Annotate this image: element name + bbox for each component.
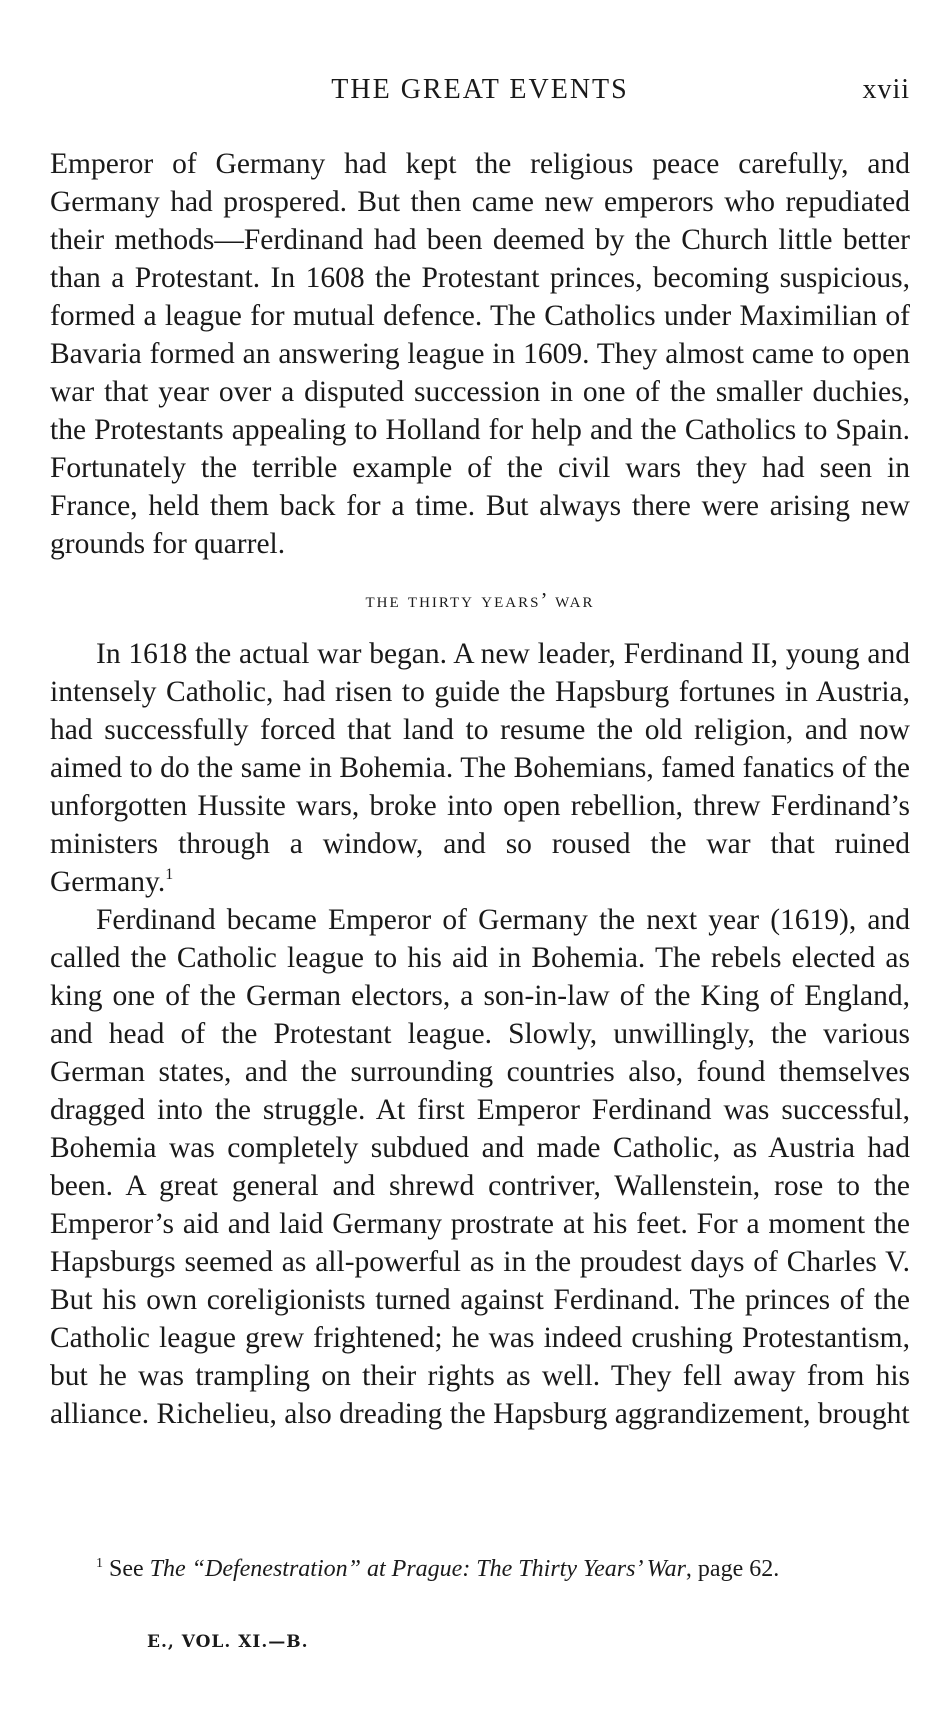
running-head — [50, 0, 910, 105]
book-page — [50, 0, 910, 1652]
section-heading — [50, 585, 910, 615]
page-title: THE GREAT EVENTS — [331, 74, 629, 105]
paragraph: Ferdinand became Emperor of Germany the next year (1619), and called the Catholic league to his aid in Bohemia. The rebels elected as king one of the German electors, a son-in-law of the King of England, and head of the Protestant league. Slowly, unwillingly, the various German states, and the surrounding countries also, found themselves dragged into the struggle. At first Emperor Ferdinand was successful, Bohemia was completely subdued and made Catholic, as Austria had been. A great general and shrewd contriver, Wallenstein, rose to the Emperor’s aid and laid Germany prostrate at his feet. For a moment the Hapsburgs seemed as all-powerful as in the proudest days of Charles V. But his own coreligionists turned against Ferdinand. The princes of the Catholic league grew frightened; he was indeed crushing Protestantism, but he was trampling on their rights as well. They fell away from his alliance. Richelieu, also dreading the Hapsburg aggrandizement, brought — [50, 904, 910, 1430]
footnote-reference[interactable]: 1 — [165, 866, 174, 883]
footnote-mark: 1 — [96, 1556, 103, 1571]
footnote-suffix: , page 62. — [685, 1556, 780, 1582]
paragraph-text: In 1618 the actual war began. A new leader, Ferdinand II, young and intensely Catholic, had risen to guide the Hapsburg fortunes in Austria, had successfully forced that land to resume the old religion, and now aimed to do the same in Bohemia. The Bohemians, famed fanatics of the unforgotten Hussite wars, broke into open rebellion, threw Ferdinand’s ministers through a window, and so roused the war that ruined Germany. — [50, 638, 910, 898]
footnote — [50, 1552, 910, 1586]
footnote-prefix: See — [103, 1556, 150, 1582]
body-text — [50, 145, 910, 1433]
signature-mark: E., VOL. XI.—B. — [147, 1632, 309, 1652]
paragraph: Emperor of Germany had kept the religious peace carefully, and Germany had prospered. But then came new emperors who repudiated their methods—Ferdinand had been deemed by the Church little better than a Protestant. In 1608 the Protestant princes, becoming suspicious, formed a league for mutual defence. The Catholics under Maximilian of Bavaria formed an answering league in 1609. They almost came to open war that year over a disputed succession in one of the smaller duchies, the Protestants appealing to Holland for help and the Catholics to Spain. Fortunately the terrible example of the civil wars they had seen in France, held them back for a time. But always there were arising new grounds for quarrel. — [50, 148, 910, 560]
section-heading-text: the thirty years’ war — [365, 588, 595, 612]
footnote-title: The “Defenestration” at Prague: The Thirty Years’ War — [149, 1556, 686, 1582]
page-number: xvii — [862, 74, 910, 105]
paragraph — [50, 635, 910, 901]
